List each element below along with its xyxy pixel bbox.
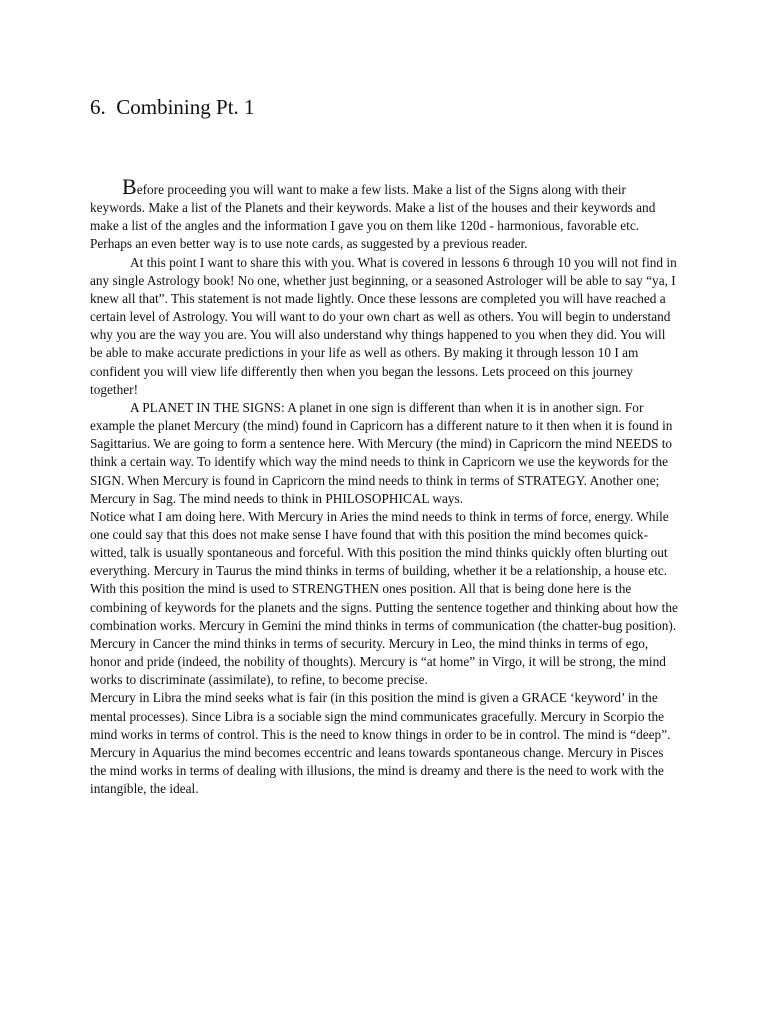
paragraph-text: Notice what I am doing here. With Mercury in Aries the mind needs to think in terms of force, energy. While one could say that this does not make sense I have found that with this position the mind becomes quick-witted, talk is usually spontaneous and forceful. With this position the mind thinks quickly often blurting out everything. Mercury in Taurus the mind thinks in terms of building, whether it be a relationship, a house etc. With this position the mind is used to STRENGTHEN ones position. All that is being done here is the combining of keywords for the planets and the signs. Putting the sentence together and thinking about how the combination works. Mercury in Gemini the mind thinks in terms of communication (the chatter-bug position). Mercury in Cancer the mind thinks in terms of security. Mercury in Leo, the mind thinks in terms of ego, honor and pride (indeed, the nobility of thoughts). Mercury is “at home” in Virgo, it will be strong, the mind works to discriminate (assimilate), to refine, to become precise. <box>90 508 678 688</box>
paragraph-text: A PLANET IN THE SIGNS: A planet in one sign is different than when it is in another sign. For example the planet Mercury (the mind) found in Capricorn has a different nature to it then when it is found in Sagittarius. We are going to form a sentence here. With Mercury (the mind) in Capricorn the mind NEEDS to think a certain way. To identify which way the mind needs to think in Capricorn we use the keywords for the SIGN. When Mercury is found in Capricorn the mind needs to think in terms of STRATEGY. Another one; Mercury in Sag. The mind needs to think in PHILOSOPHICAL ways. <box>90 399 673 506</box>
page-title: 6. Combining Pt. 1 <box>90 95 255 119</box>
paragraph-text: efore proceeding you will want to make a few lists. Make a list of the Signs along with their keywords. Make a list of the Planets and their keywords. Make a list of the houses and their keywords and make a list of the angles and the information I gave you on them like 120d - harmonious, favorable etc. Perhaps an even better way is to use note cards, as suggested by a previous reader. <box>90 182 656 252</box>
paragraph-intro <box>90 174 680 254</box>
paragraph-text: Mercury in Libra the mind seeks what is fair (in this position the mind is given a GRACE ‘keyword’ in the mental processes). Since Libra is a sociable sign the mind communicates gracefully. Mercury in Scorpio the mind works in terms of control. This is the need to know things in order to be in control. The mind is “deep”. Mercury in Aquarius the mind becomes eccentric and leans towards spontaneous change. Mercury in Pisces the mind works in terms of dealing with illusions, the mind is dreamy and there is the need to work with the intangible, the ideal. <box>90 690 671 797</box>
drop-cap: B <box>122 174 137 199</box>
paragraph-planet-in-signs <box>90 399 680 508</box>
paragraph-lessons <box>90 254 680 399</box>
document-body <box>90 174 680 798</box>
paragraph-text: At this point I want to share this with you. What is covered in lessons 6 through 10 you will not find in any single Astrology book! No one, whether just beginning, or a seasoned Astrologer will be able to say “ya, I knew all that”. This statement is not made lightly. Once these lessons are completed you will have reached a certain level of Astrology. You will want to do your own chart as well as others. You will begin to understand why you are the way you are. You will also understand why things happened to you when they did. You will be able to make accurate predictions in your life as well as others. By making it through lesson 10 I am confident you will view life differently then when you began the lessons. Lets proceed on this journey together! <box>90 254 677 397</box>
paragraph-mercury-aries-virgo <box>90 508 680 690</box>
paragraph-mercury-libra-pisces <box>90 689 680 798</box>
